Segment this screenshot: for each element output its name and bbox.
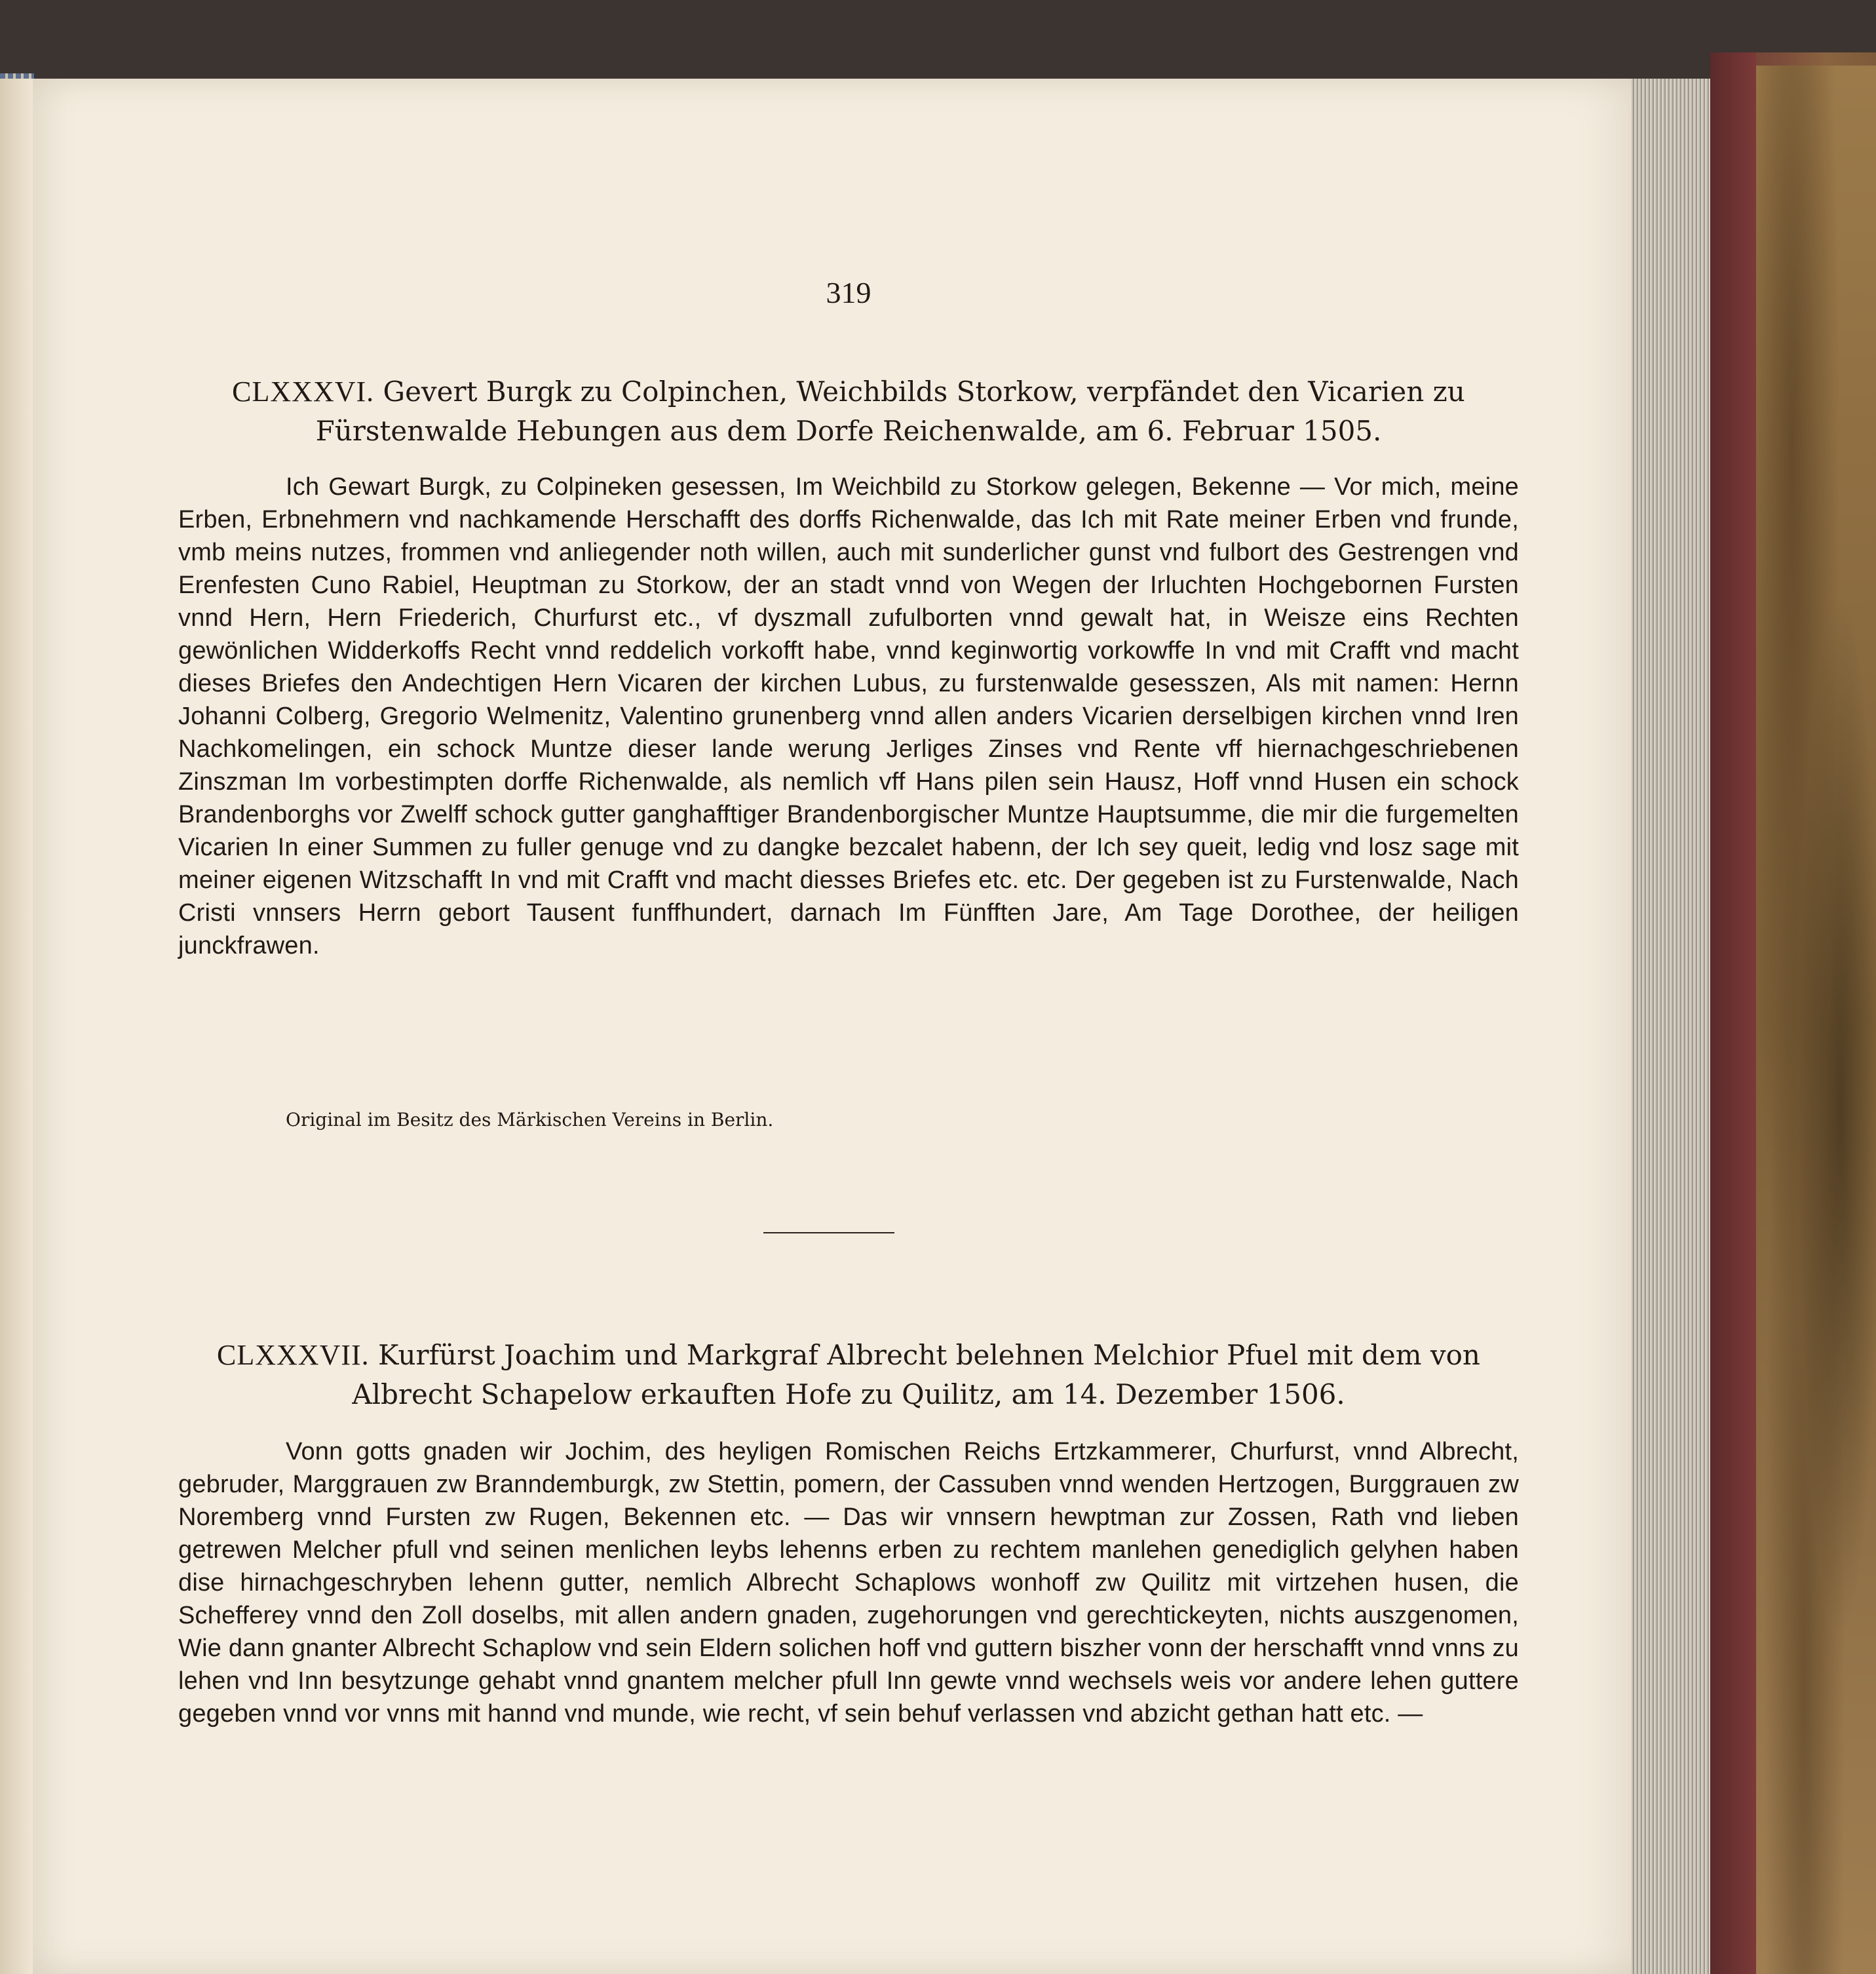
source-note: Original im Besitz des Märkischen Vereins in Berlin. [286,1109,774,1131]
section-title: Gevert Burgk zu Colpinchen, Weichbilds Storkow, verpfändet den Vicarien zu Fürstenwalde Hebungen aus dem Dorfe Reichenwalde, am 6. Februar 1505. [315,376,1465,447]
section-body-187 [178,1435,1519,1730]
section-heading-187 [178,1336,1519,1414]
cover-marbled-paper [1756,66,1876,1974]
section-heading-186 [178,372,1519,451]
section-number: CLXXXVI. [232,376,375,408]
section-paragraph: Vonn gotts gnaden wir Jochim, des heyligen Romischen Reichs Ertzkammerer, Churfurst, vnnd Albrecht, gebruder, Marggrauen zw Branndemburgk, zw Stettin, pomern, der Cassuben vnnd wenden Hertzogen, Burggrauen zw Noremberg vnnd Fursten zw Rugen, Bekennen etc. — Das wir vnnsern hewptman zur Zossen, Rath vnd lieben getrewen Melcher pfull vnd seinen menlichen leybs lehenns erben zu rechtem manlehen genediglich gelyhen haben dise hirnachgeschryben lehenn gutter, nemlich Albrecht Schaplows wonhoff zw Quilitz mit virtzehen husen, die Schefferey vnnd den Zoll doselbs, mit allen andern gnaden, zugehorungen vnd gerechtickeyten, nichts auszgenomen, Wie dann gnanter Albrecht Schaplow vnd sein Eldern solichen hoff vnd guttern biszher vonn der herschafft vnnd vnns zu lehen vnd Inn besytzunge gehabt vnnd gnantem melcher pfull Inn gewte vnnd wechsels weis vor andere lehen guttere gegeben vnnd vor vnns mit hannd vnd munde, wie recht, vf sein behuf verlassen vnd abzicht gethan hatt etc. — [178,1438,1519,1728]
section-divider [763,1232,894,1233]
page-number: 319 [826,276,871,309]
previous-page-edge [0,79,34,1974]
section-title: Kurfürst Joachim und Markgraf Albrecht belehnen Melchior Pfuel mit dem von Albrecht Schapelow erkauften Hofe zu Quilitz, am 14. Dezember 1506. [352,1339,1480,1410]
book-page [33,79,1632,1974]
cover-leather-strip [1710,52,1756,1974]
section-paragraph: Ich Gewart Burgk, zu Colpineken gesessen, Im Weichbild zu Storkow gelegen, Bekenne — Vor mich, meine Erben, Erbnehmern vnd nachkamende Herschafft des dorffs Richenwalde, das Ich mit Rate meiner Erben vnd frunde, vmb meins nutzes, frommen vnd anliegender noth willen, auch mit sunderlicher gunst vnd fulbort des Gestrengen vnd Erenfesten Cuno Rabiel, Heuptman zu Storkow, der an stadt vnnd von Wegen der Irluchten Hochgebornen Fursten vnnd Hern, Hern Friederich, Churfurst etc., vf dyszmall zufulborten vnnd gewalt hat, in Weisze eins Rechten gewönlichen Widderkoffs Recht vnnd reddelich vorkofft habe, vnnd keginwortig vorkowffe In vnd mit Crafft vnd macht dieses Briefes den Andechtigen Hern Vicaren der kirchen Lubus, zu furstenwalde gesesszen, Als mit namen: Hernn Johanni Colberg, Gregorio Welmenitz, Valentino grunenberg vnnd allen anders Vicarien derselbigen kirchen vnnd Iren Nachkomelingen, ein schock Muntze dieser lande werung Jerliges Zinses vnd Rente vff hiernachgeschriebenen Zinszman Im vorbestimpten dorffe Richenwalde, als nemlich vff Hans pilen sein Hausz, Hoff vnnd Husen ein schock Brandenborghs vor Zwelff schock gutter ganghafftiger Brandenborgischer Muntze Hauptsumme, die mir die furgemelten Vicarien In einer Summen zu fuller genuge vnd zu dangke bezcalet habenn, der Ich sey queit, ledig vnd losz sage mit meiner eigenen Witzschafft In vnd mit Crafft vnd macht diesses Briefes etc. etc. Der gegeben ist zu Furstenwalde, Nach Cristi vnnsers Herrn gebort Tausent funffhundert, darnach Im Fünfften Jare, Am Tage Dorothee, der heiligen junckfrawen. [178,473,1519,959]
page-stack-edge [1632,79,1710,1974]
section-body-186 [178,471,1519,962]
section-number: CLXXXVII. [217,1339,370,1371]
